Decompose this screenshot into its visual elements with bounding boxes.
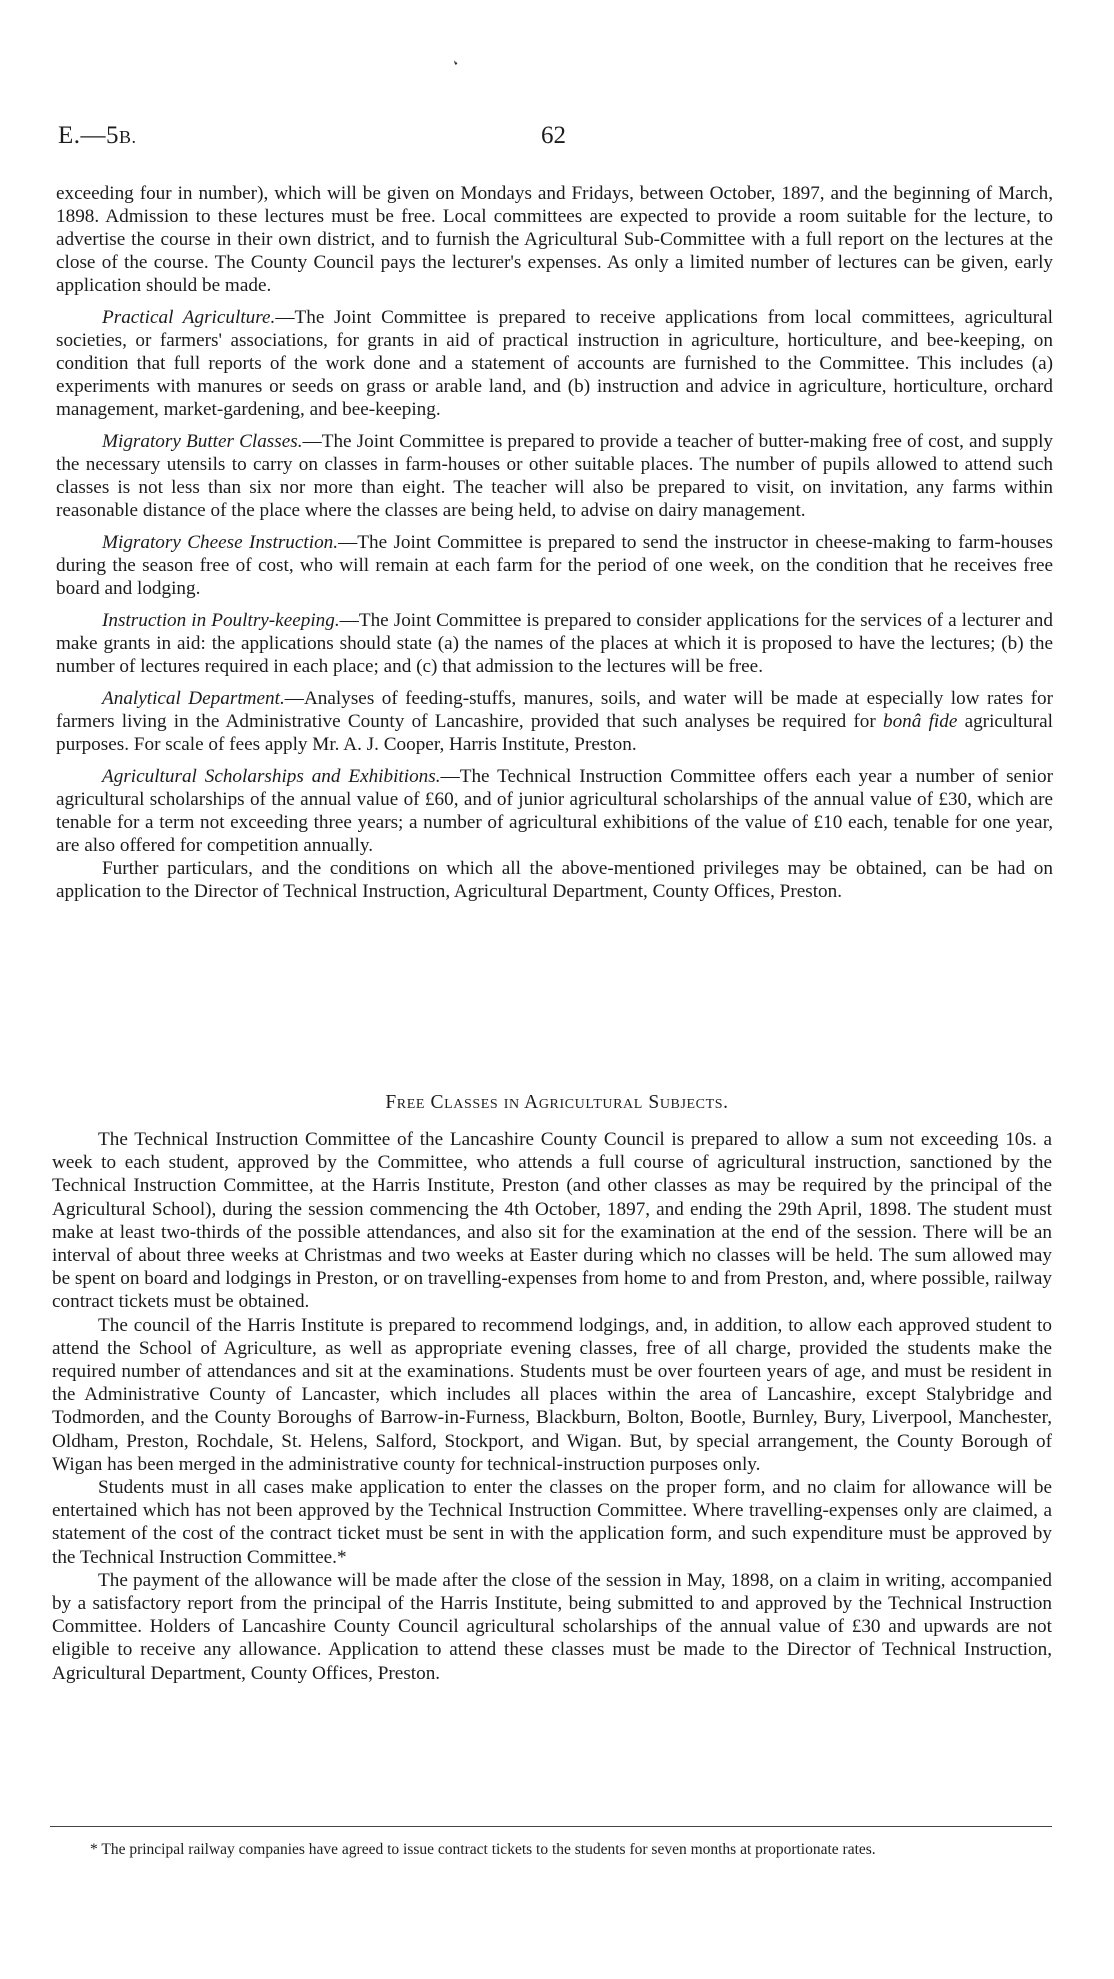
footnote-text: * The principal railway companies have agreed to issue contract tickets to the students for seven months at proportionate rates. — [90, 1841, 876, 1858]
paragraph-lectures-continuation: exceeding four in number), which will be given on Mondays and Fridays, between October, 1897, and the beginning of March, 1898. Admission to these lectures must be free. Local committees are expected to provide a room suitable for the lecture, to advertise the course in their own district, and to furnish the Agricultural Sub-Committee with a full report on the lectures at the close of the course. The County Council pays the lecturer's expenses. As only a limited number of lectures can be given, early application should be made. — [56, 183, 1053, 296]
paragraph-application-form: Students must in all cases make application to enter the classes on the proper form, and no claim for allowance will be entertained which has not been approved by the Technical Instruction Committee. Where travelling-expenses only are claimed, a statement of the cost of the contract ticket must be sent in with the application form, and such expenditure must be approved by the Technical Instruction Committee.* — [52, 1477, 1052, 1568]
paragraph-allowance-terms: The Technical Instruction Committee of the Lancashire County Council is prepared to allow a sum not exceeding 10s. a week to each student, approved by the Committee, who attends a full course of agricultural instruction, sanctioned by the Technical Instruction Committee, at the Harris Institute, Preston (and other classes as may be required by the principal of the Agricultural School), during the session commencing the 4th October, 1897, and ending the 29th April, 1898. The student must make at least two-thirds of the possible attendances, and also sit for the examination at the end of the session. There will be an interval of about three weeks at Christmas and two weeks at Easter during which no classes will be held. The sum allowed may be spent on board and lodgings in Preston, or on travelling-expenses from home to and from Preston, and, where possible, railway contract tickets must be obtained. — [52, 1129, 1052, 1313]
paragraph-title: Migratory Cheese Instruction. — [102, 532, 339, 553]
paragraph-italic-phrase: bonâ fide — [882, 711, 958, 732]
running-head-code: E.—5 — [58, 122, 120, 149]
footnote — [50, 1840, 1052, 1860]
paragraph-harris-institute: The council of the Harris Institute is prepared to recommend lodgings, and, in addition, to allow each approved student to attend the School of Agriculture, as well as appropriate evening classes, free of all charge, provided the students make the required number of attendances and sit at the examinations. Students must be over fourteen years of age, and must be resident in the Administrative County of Lancaster, which includes all places within the area of Lancashire, except Stalybridge and Todmorden, and the County Boroughs of Barrow-in-Furness, Blackburn, Bolton, Bootle, Burnley, Bury, Liverpool, Manchester, Oldham, Preston, Rochdale, St. Helens, Salford, Stockport, and Wigan. But, by special arrangement, the County Borough of Wigan has been merged in the administrative county for technical-instruction purposes only. — [52, 1314, 1052, 1475]
paragraph-further-particulars: Further particulars, and the conditions on which all the above-mentioned privileges may be obtained, can be had on application to the Director of Technical Instruction, Agricultural Department, County Offices, Preston. — [56, 858, 1053, 902]
paragraph-body: —The Technical Instruction Committee offers each year a number of senior agricultural scholarships of the annual value of £60, and of junior agricultural scholarships of the annual value of £30, which are tenable for a term not exceeding three years; a number of agricultural exhibitions of the value of £10 each, tenable for one year, are also offered for competition annually. — [56, 766, 1053, 856]
paragraph-poultry-keeping — [56, 609, 1053, 678]
paragraph-body: —Analyses of feeding-stuffs, manures, soils, and water will be made at especially low rates for farmers living in the Administrative County of Lancashire, provided that such analyses be required for — [56, 688, 1054, 732]
paragraph-title: Agricultural Scholarships and Exhibitions. — [102, 766, 441, 787]
paragraph-practical-agriculture — [56, 306, 1053, 421]
paragraph-payment: The payment of the allowance will be made after the close of the session in May, 1898, on a claim in writing, accompanied by a satisfactory report from the principal of the Harris Institute, being submitted to and approved by the Technical Instruction Committee. Holders of Lancashire County Council agricultural scholarships of the annual value of £30 and upwards are not eligible to receive any allowance. Application to attend these classes must be made to the Director of Technical Instruction, Agricultural Department, County Offices, Preston. — [52, 1569, 1052, 1684]
running-head-suffix: B. — [119, 127, 137, 147]
paragraph-scholarships-exhibitions — [56, 765, 1053, 857]
paragraph-body: —The Joint Committee is prepared to receive applications from local committees, agricultural societies, or farmers' associations, for grants in aid of practical instruction in agriculture, horticulture, and bee-keeping, on condition that full reports of the work done and a statement of accounts are furnished to the Committee. This includes (a) experiments with manures or seeds on grass or arable land, and (b) instruction and advice in agriculture, horticulture, orchard management, market-gardening, and bee-keeping. — [56, 307, 1053, 420]
page-number: 62 — [541, 122, 566, 149]
section-heading: Free Classes in Agricultural Subjects. — [385, 1092, 729, 1113]
paragraph-title: Instruction in Poultry-keeping. — [102, 610, 340, 631]
paragraph-title: Analytical Department. — [102, 688, 285, 709]
paragraph-body: —The Joint Committee is prepared to consider applications for the services of a lecturer and make grants in aid: the applications should state (a) the names of the places at which it is proposed to have the lectures; (b) the number of lectures required in each place; and (c) that admission to the lectures will be free. — [56, 610, 1053, 677]
paragraph-body: —The Joint Committee is prepared to provide a teacher of butter-making free of cost, and supply the necessary utensils to carry on classes in farm-houses or other suitable places. The number of pupils allowed to attend such classes is not less than six nor more than eight. The teacher will also be prepared to visit, on invitation, any farms within reasonable distance of the place where the classes are being held, to advise on dairy management. — [56, 431, 1053, 521]
section-body — [52, 1128, 1052, 1685]
running-head — [58, 122, 137, 150]
paragraph-migratory-butter-classes — [56, 430, 1053, 522]
paragraph-analytical-department — [56, 687, 1053, 756]
paragraph-migratory-cheese-instruction — [56, 531, 1053, 600]
paragraph-body: —The Joint Committee is prepared to send the instructor in cheese-making to farm-houses during the season free of cost, who will remain at each farm for the period of one week, on the condition that he receives free board and lodging. — [56, 532, 1053, 599]
stray-ink-mark: ❛ — [451, 58, 462, 73]
footnote-divider — [50, 1826, 1052, 1827]
upper-body — [56, 182, 1053, 912]
paragraph-title: Migratory Butter Classes. — [102, 431, 303, 452]
paragraph-title: Practical Agriculture. — [102, 307, 276, 328]
paragraph-body: agricultural purposes. For scale of fees apply Mr. A. J. Cooper, Harris Institute, Preston. — [56, 711, 1054, 755]
